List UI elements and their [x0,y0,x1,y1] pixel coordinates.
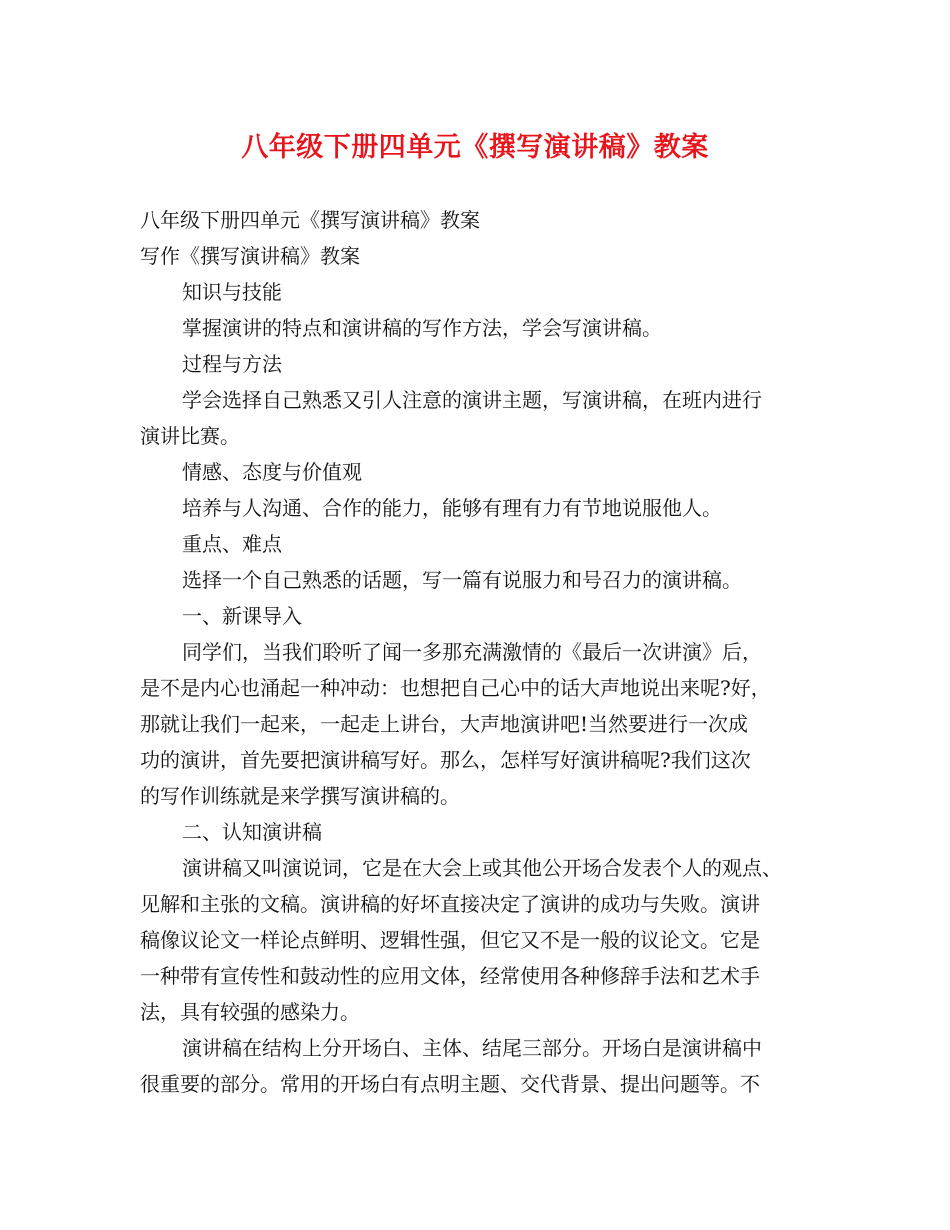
text-line: 一种带有宣传性和鼓动性的应用文体，经常使用各种修辞手法和艺术手 [140,964,760,988]
text-line: 同学们，当我们聆听了闻一多那充满激情的《最后一次讲演》后， [182,640,762,664]
text-line: 的写作训练就是来学撰写演讲稿的。 [140,784,460,808]
document-title: 八年级下册四单元《撰写演讲稿》教案 [241,132,709,163]
text-line: 学会选择自己熟悉又引人注意的演讲主题，写演讲稿，在班内进行 [182,388,762,412]
section-heading: 知识与技能 [182,280,282,304]
text-line: 选择一个自己熟悉的话题，写一篇有说服力和号召力的演讲稿。 [182,568,742,592]
text-line: 见解和主张的文稿。演讲稿的好坏直接决定了演讲的成功与失败。演讲 [140,892,760,916]
section-heading: 重点、难点 [182,532,282,556]
section-heading: 一、新课导入 [182,604,302,628]
text-line: 掌握演讲的特点和演讲稿的写作方法，学会写演讲稿。 [182,316,662,340]
document-body [140,202,820,1102]
section-heading: 二、认知演讲稿 [182,820,322,844]
text-line: 演讲稿在结构上分开场白、主体、结尾三部分。开场白是演讲稿中 [182,1036,762,1060]
text-line: 稿像议论文一样论点鲜明、逻辑性强，但它又不是一般的议论文。它是 [140,928,760,952]
section-heading: 情感、态度与价值观 [182,460,362,484]
text-line: 很重要的部分。常用的开场白有点明主题、交代背景、提出问题等。不 [140,1072,760,1096]
text-line: 写作《撰写演讲稿》教案 [140,244,360,268]
text-line: 培养与人沟通、合作的能力，能够有理有力有节地说服他人。 [182,496,722,520]
text-line: 演讲稿又叫演说词，它是在大会上或其他公开场合发表个人的观点、 [182,856,782,880]
text-line: 功的演讲，首先要把演讲稿写好。那么，怎样写好演讲稿呢?我们这次 [140,748,751,772]
text-line: 法，具有较强的感染力。 [140,1000,360,1024]
text-line: 是不是内心也涌起一种冲动：也想把自己心中的话大声地说出来呢?好， [140,676,771,700]
text-line: 那就让我们一起来，一起走上讲台，大声地演讲吧!当然要进行一次成 [140,712,749,736]
section-heading: 过程与方法 [182,352,282,376]
text-line: 八年级下册四单元《撰写演讲稿》教案 [140,208,480,232]
text-line: 演讲比赛。 [140,424,240,448]
